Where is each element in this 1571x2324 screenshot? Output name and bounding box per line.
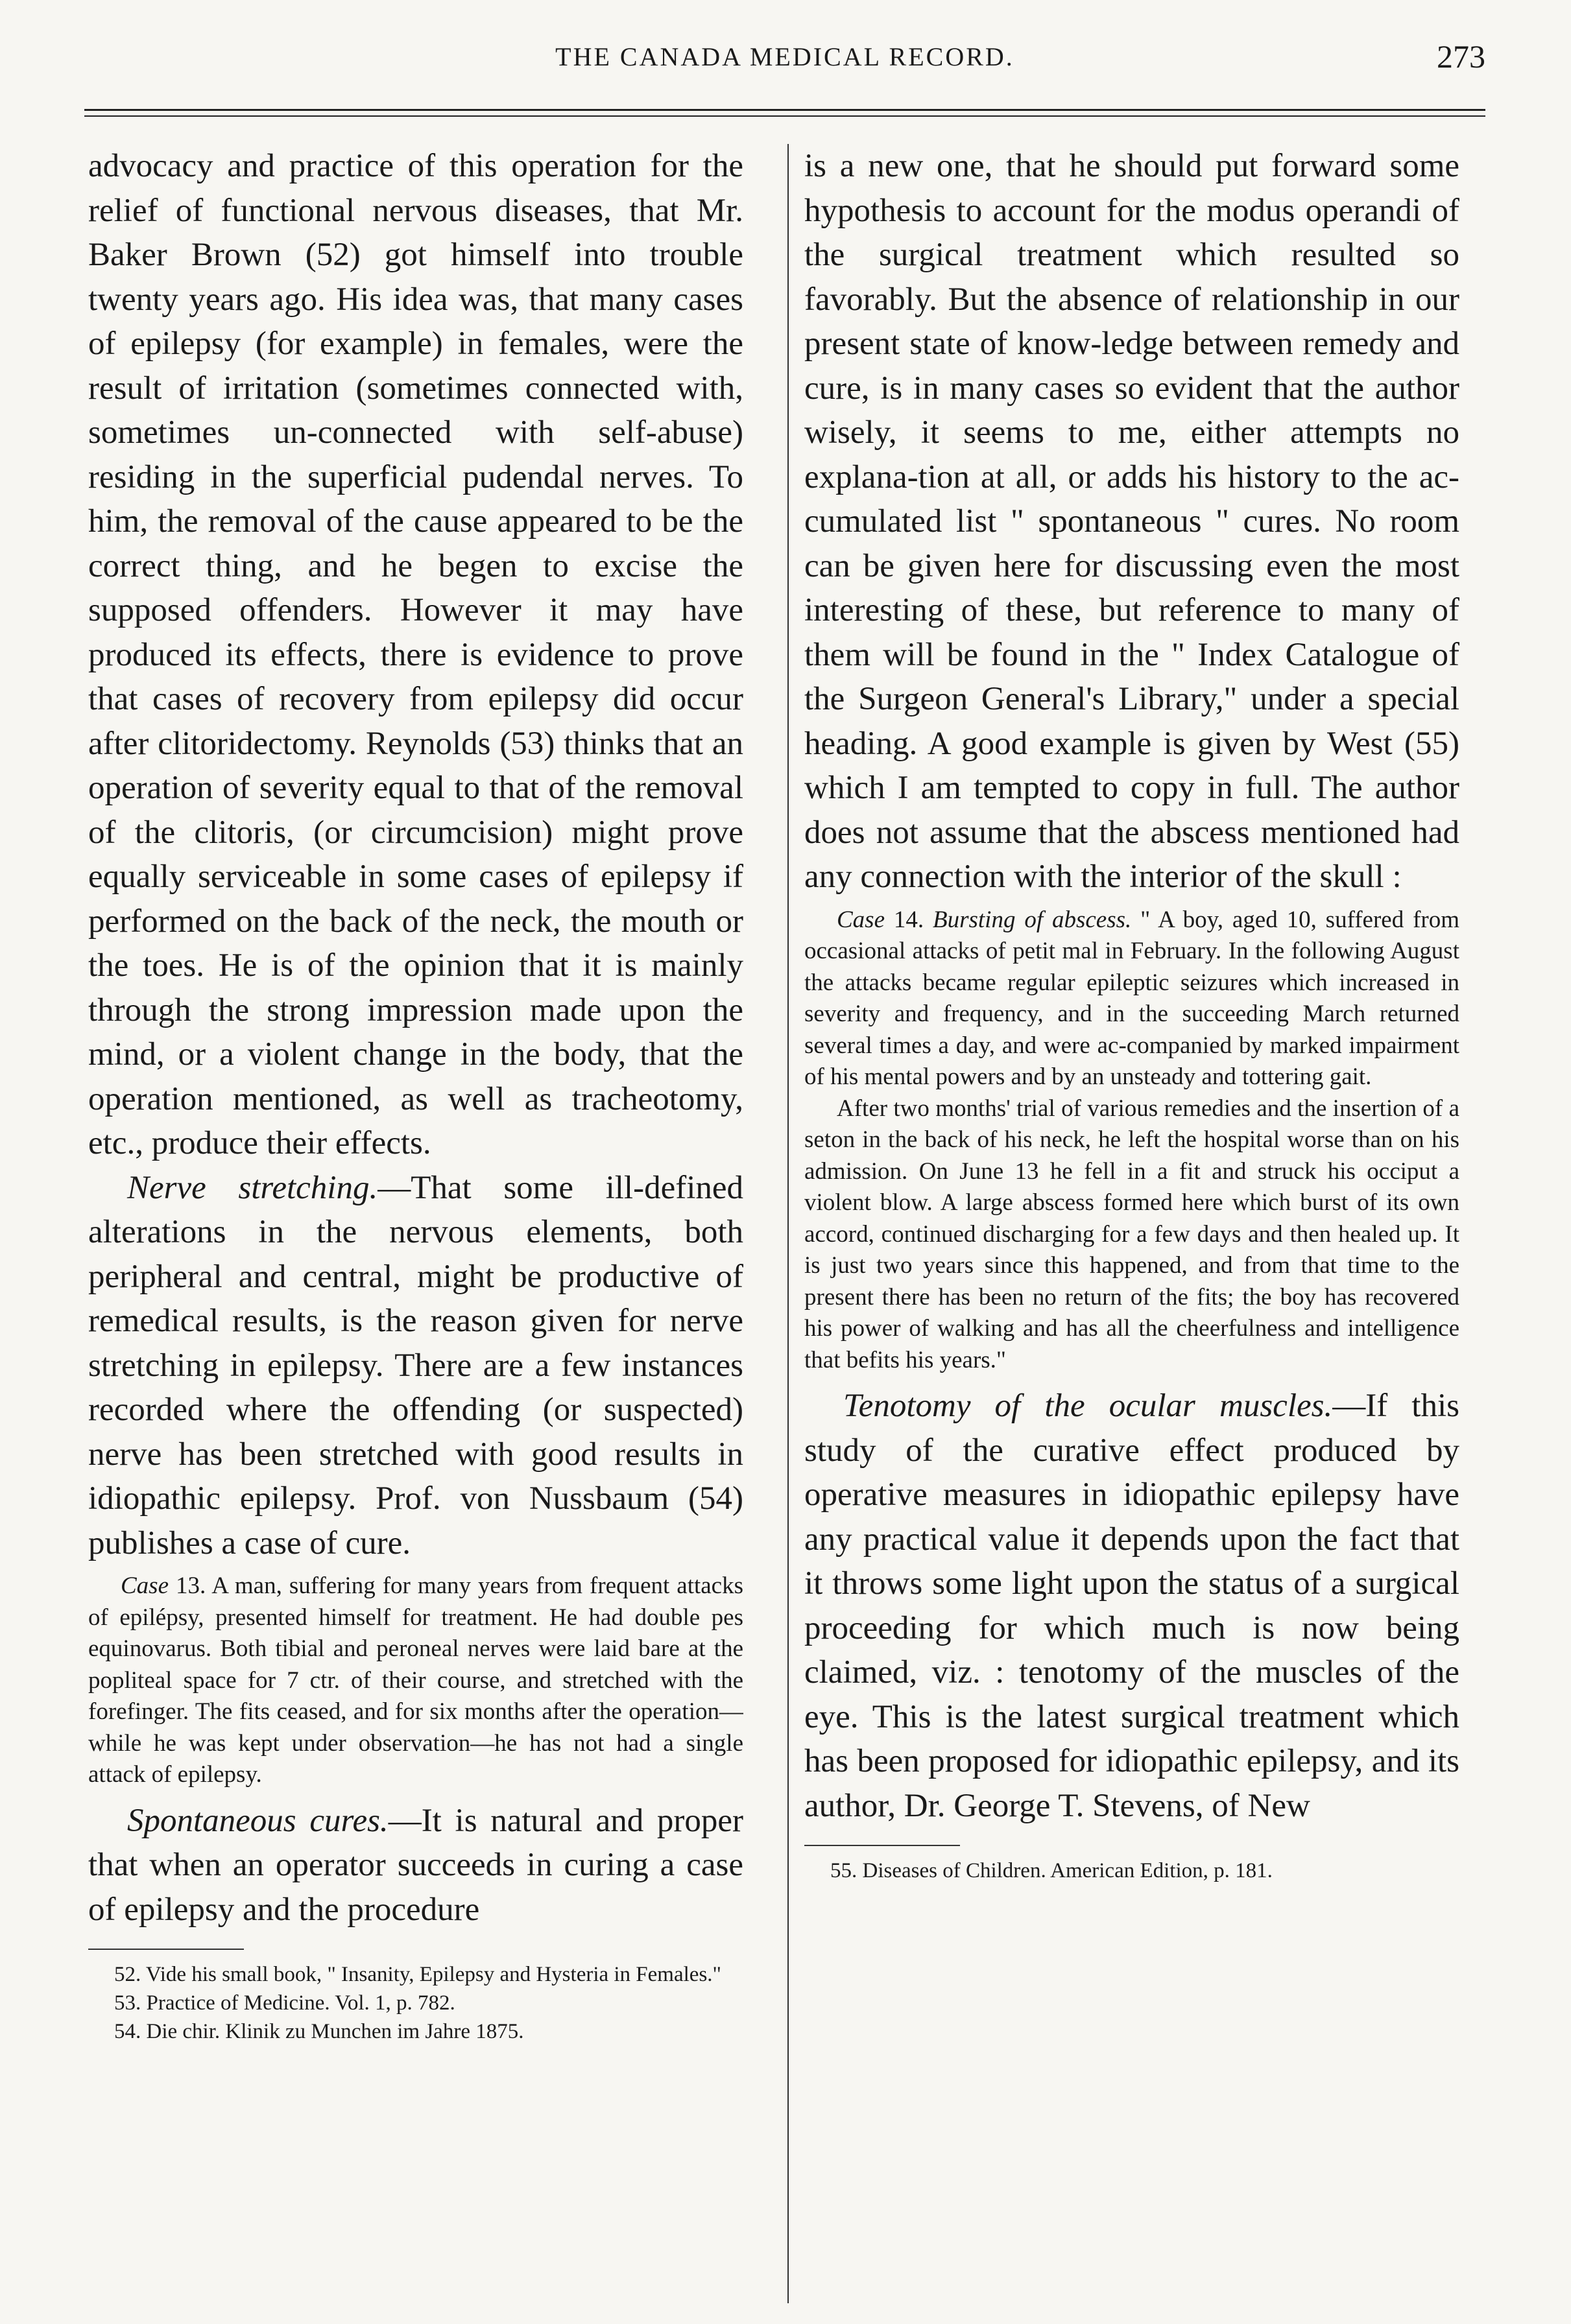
tenotomy-paragraph	[804, 1384, 1459, 1828]
left-column	[88, 144, 743, 2303]
left-paragraph-1: advocacy and practice of this operation for the relief of functional nervous diseases, that Mr. Baker Brown (52) got himself into trouble twenty years ago. His idea was, that many cases of epilepsy (for example) in females, were the result of irritation (sometimes connected with, sometimes un-connected with self-abuse) residing in the superficial pudendal nerves. To him, the removal of the cause appeared to be the correct thing, and he begen to excise the supposed offenders. However it may have produced its effects, there is evidence to prove that cases of recovery from epilepsy did occur after clitoridectomy. Reynolds (53) thinks that an operation of severity equal to that of the removal of the clitoris, (or circumcision) might prove equally serviceable in some cases of epilepsy if performed on the back of the neck, the mouth or the toes. He is of the opinion that it is mainly through the strong impression made upon the mind, or a violent change in the body, that the operation mentioned, as well as tracheotomy, etc., produce their effects.	[88, 148, 743, 1161]
right-paragraph-1: is a new one, that he should put forward some hypothesis to account for the modus operandi of the surgical treatment which resulted so favorably. But the absence of relationship in our present state of know-ledge between remedy and cure, is in many cases so evident that the author wisely, it seems to me, either attempts no explana-tion at all, or adds his history to the ac-cumulated list " spontaneous " cures. No room can be given here for discussing even the most interesting of these, but reference to many of them will be found in the " Index Catalogue of the Surgeon General's Library," under a special heading. A good example is given by West (55) which I am tempted to copy in full. The author does not assume that the abscess mentioned had any connection with the interior of the skull :	[804, 148, 1459, 895]
nerve-stretching-heading: Nerve stretching.	[127, 1169, 378, 1206]
case-13-label: Case	[121, 1572, 169, 1599]
case-14-text-1: " A boy, aged 10, suffered from occasional attacks of petit mal in February. In the following August the attacks became regular epileptic seizures which increased in severity and frequency, and in the succeeding March returned several times a day, and were ac-companied by marked impairment of his mental powers and by an unsteady and tottering gait.	[804, 906, 1459, 1090]
case-14-label: Case	[837, 906, 885, 933]
footnote-52: 52. Vide his small book, " Insanity, Epilepsy and Hysteria in Females."	[114, 1963, 722, 1986]
case-14-text-2: After two months' trial of various remedies and the insertion of a seton in the back of his neck, he left the hospital worse than on his admission. On June 13 he fell in a fit and struck his occiput a violent blow. A large abscess formed here which burst of its own accord, continued discharging for a few days and then healed up. It is just two years since this happened, and from that time to the present there has been no return of the fits; the boy has recovered his power of walking and has all the cheerfulness and intelligence that befits his years."	[804, 1095, 1459, 1373]
right-column	[804, 144, 1459, 2303]
right-footnotes	[804, 1845, 1459, 1885]
case-14-block	[804, 905, 1459, 1377]
journal-title: THE CANADA MEDICAL RECORD.	[555, 42, 1014, 71]
spontaneous-cures-text: —It is natural and proper that when an operator succeeds in curing a case of epilepsy and the procedure	[88, 1802, 743, 1928]
case-13-text: A man, suffering for many years from frequent attacks of epilépsy, presented himself for treatment. He had double pes equinovarus. Both tibial and peroneal nerves were laid bare at the popliteal space for 7 ctr. of their course, and stretched with the forefinger. The fits ceased, and for six months after the operation—while he was kept under observation—he has not had a single attack of epilepsy.	[88, 1572, 743, 1788]
case-14-number: 14.	[893, 906, 924, 933]
footnote-54: 54. Die chir. Klinik zu Munchen im Jahre 1875.	[114, 2020, 524, 2043]
spontaneous-cures-heading: Spontaneous cures.	[127, 1802, 389, 1839]
case-14-text-block	[804, 905, 1459, 1093]
header-rule	[84, 109, 1485, 111]
header-rule-thin	[84, 115, 1485, 117]
footnote-53: 53. Practice of Medicine. Vol. 1, p. 782.	[114, 1991, 455, 2015]
case-14-heading: Bursting of abscess.	[933, 906, 1132, 933]
column-divider	[787, 144, 789, 2303]
tenotomy-heading: Tenotomy of the ocular muscles.	[843, 1388, 1333, 1424]
tenotomy-text: —If this study of the curative effect produced by operative measures in idiopathic epilepsy have any practical value it depends upon the fact that it throws some light upon the status of a surgical proceeding for which much is now being claimed, viz. : tenotomy of the muscles of the eye. This is the latest surgical treatment which has been proposed for idiopathic epilepsy, and its author, Dr. George T. Stevens, of New	[804, 1388, 1459, 1824]
nerve-stretching-paragraph	[88, 1166, 743, 1566]
page-number: 273	[1437, 38, 1485, 75]
case-13-number: 13.	[176, 1572, 206, 1599]
spontaneous-cures-paragraph	[88, 1799, 743, 1932]
page-header	[84, 38, 1485, 80]
case-13-block	[88, 1571, 743, 1791]
left-footnotes	[88, 1949, 743, 2046]
footnote-55: 55. Diseases of Children. American Edition, p. 181.	[830, 1859, 1273, 1882]
case-13-text-block	[88, 1571, 743, 1791]
nerve-stretching-text: —That some ill-defined alterations in the nervous elements, both peripheral and central, might be productive of remedical results, is the reason given for nerve stretching in epilepsy. There are a few instances recorded where the offending (or suspected) nerve has been stretched with good results in idiopathic epilepsy. Prof. von Nussbaum (54) publishes a case of cure.	[88, 1169, 743, 1561]
